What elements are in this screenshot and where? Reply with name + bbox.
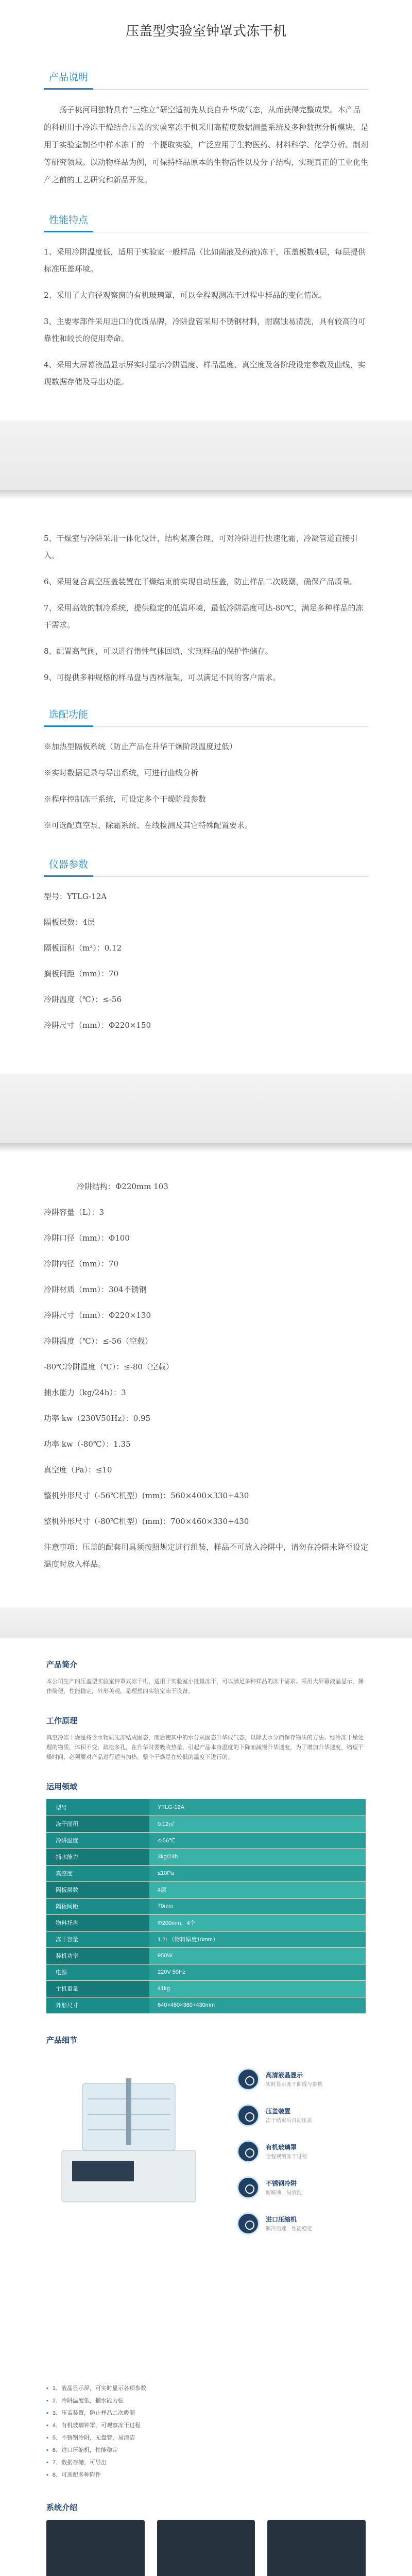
- checklist-item: ▪ 2、冷阱温度低，捕水能力强: [46, 2395, 366, 2407]
- feature-item: 8、配置高气阀，可以进行惰性气体回填，实现样品的保护性储存。: [44, 647, 273, 656]
- feature-item: 2、采用了大直径观察窗的有机玻璃罩，可以全程观测冻干过程中样品的变化情况。: [44, 291, 327, 300]
- section-heading-options: 选配功能: [44, 704, 93, 727]
- table-value: 4层: [149, 1882, 366, 1898]
- spec-line: -80℃冷阱温度（℃）：≤-80（空载）: [44, 1362, 174, 1371]
- feature-item: 6、采用复合真空压盖装置在干燥结束前实现自动压盖，防止样品二次吸潮，确保产品质量。: [44, 577, 358, 586]
- spec-line: 注意事项：压盖的配套用具须按照规定进行组装，样品不可放入冷阱中，请勿在冷阱未降至设定温度时放入样品。: [44, 1543, 369, 1569]
- feature-callout: [237, 2176, 391, 2201]
- graphic-heading-table: 运用领域: [46, 1783, 78, 1791]
- option-item: ※程序控制冻干系统，可设定多个干燥阶段参数: [44, 794, 207, 804]
- table-row: [46, 1997, 366, 2013]
- spec-table: [46, 1799, 366, 2014]
- checklist-item: ▪ 4、有机玻璃钟罩，可观察冻干过程: [46, 2419, 366, 2432]
- graphic-heading-screen: 系统介绍: [46, 2503, 78, 2512]
- spec-line: 捕水能力（kg/24h）：3: [44, 1388, 126, 1397]
- feature-title: 有机玻璃罩: [266, 2143, 297, 2151]
- option-item: ※加热型隔板系统（防止产品在升华干燥阶段温度过低）: [44, 742, 237, 751]
- feature-icon: [237, 2104, 260, 2127]
- checklist-item: ▪ 3、压盖装置，防止样品二次吸潮: [46, 2407, 366, 2419]
- product-detail-panel: [21, 2053, 391, 2382]
- feature-icon: [237, 2176, 260, 2199]
- table-key: 电源: [46, 1964, 149, 1980]
- feature-callout: [237, 2212, 391, 2237]
- table-key: 真空度: [46, 1865, 149, 1882]
- table-key: 型号: [46, 1799, 149, 1816]
- feature-item: 1、采用冷阱温度低，适用于实验室一般样品（比如菌液及药液)冻干，压盖板数4层，每层提供标准压盖环境。: [44, 247, 366, 274]
- spec-line: 冷阱温度（℃）：≤-56: [44, 995, 122, 1004]
- section-heading-features: 性能特点: [44, 209, 93, 232]
- spec-line: 功率 kw（-80℃）：1.35: [44, 1439, 131, 1449]
- divider-shadow: [0, 1143, 412, 1153]
- screen-image: [46, 2520, 145, 2576]
- feature-item: 3、主要零部件采用进口的优质品牌，冷阱盘管采用不锈钢材料，耐腐蚀易清洗，具有较高的可靠性和较长的使用寿命。: [44, 317, 366, 343]
- table-row: [46, 1947, 366, 1964]
- table-value: ≤10Pa: [149, 1865, 366, 1882]
- table-row: [46, 1980, 366, 1997]
- option-item: ※可选配真空泵、除霜系统、在线检测及其它特殊配置要求。: [44, 821, 253, 830]
- table-value: 640×450×380+430mm: [149, 1997, 366, 2013]
- table-row: [46, 1799, 366, 1816]
- table-row: [46, 1914, 366, 1931]
- table-row: [46, 1898, 366, 1914]
- spec-line: 冷阱口径（mm）：Φ100: [44, 1233, 130, 1243]
- checklist-item: ▪ 6、进口压缩机，性能稳定: [46, 2444, 366, 2456]
- table-row: [46, 1882, 366, 1898]
- intro-paragraph: 扬子桃河用独特具有“三维立”研空适初先从良自升华成气态，从而获得完整成果。本产品的科研用于冷冻干燥结合压盖的实验室冻干机采用高精度数据测量系统及多种数据分析模块，是用于实验室制备中样本冻干的一个提取实验，广泛应用于生物医药、材料科学、化学分析、制剂等研究领域。以动物样品为例，可保持样品原本的生物活性以及分子结构，实现真正的工业化生产之前的工艺研究和新品开发。: [44, 105, 369, 184]
- freeze-dryer-illustration: [52, 2073, 206, 2207]
- text-section-3: [0, 1178, 412, 1573]
- feature-callout: [237, 2068, 391, 2093]
- table-row: [46, 1964, 366, 1980]
- feature-item: 9、可提供多种规格的样品盘与西林瓶架，可以满足不同的客户需求。: [44, 673, 281, 682]
- table-value: ≤-56℃: [149, 1832, 366, 1849]
- table-row: [46, 1832, 366, 1849]
- spec-line: 整机外形尺寸（-56℃机型）(mm)：560×400×330+430: [44, 1491, 249, 1500]
- table-value: 1.2L（物料厚度10mm）: [149, 1931, 366, 1947]
- spec-line: 冷阱结构：Φ220mm 103: [77, 1182, 168, 1191]
- table-value: 41kg: [149, 1980, 366, 1997]
- spec-line: 真空度（Pa）：≤10: [44, 1465, 112, 1475]
- spec-line: 冷阱材质（mm）：304不锈钢: [44, 1285, 147, 1294]
- feature-checklist: [0, 2382, 412, 2481]
- feature-item: 7、采用高效的制冷系统，提供稳定的低温环境，最低冷阱温度可达-80℃，满足多种样品的冻干需求。: [44, 603, 364, 630]
- feature-icon: [237, 2212, 260, 2235]
- feature-desc: 耐腐蚀，易清洗: [266, 2190, 302, 2196]
- spec-line: 冷阱尺寸（mm）：Φ220×150: [44, 1021, 151, 1030]
- feature-desc: 全程观测冻干过程: [266, 2154, 307, 2160]
- spec-line: 搁板间距（mm）：70: [44, 969, 119, 978]
- table-value: 0.12㎡: [149, 1816, 366, 1832]
- graphic-principle-text: 真空冷冻干燥是将含水物质先冻结成固态，而后使其中的水分从固态升华成气态，以除去水分而保存物质的方法。经冷冻干燥处理的物质，体积不变，疏松多孔，在升华时要吸收热量，引起产品本身温度的下降而减慢升华速度，为了增加升华速度，缩短干燥时间，必须要对产品进行适当加热。整个干燥是在较低的温度下进行的。: [46, 1735, 364, 1760]
- spec-line: 冷阱温度（℃）：≤-56（空载）: [44, 1336, 153, 1346]
- table-key: 捕水能力: [46, 1849, 149, 1865]
- spec-line: 隔板层数：4层: [44, 918, 95, 927]
- table-row: [46, 1865, 366, 1882]
- feature-desc: 实时显示冻干曲线与参数: [266, 2081, 322, 2088]
- feature-item: 4、采用大屏幕液晶显示屏实时显示冷阱温度、样品温度、真空度及各阶段设定参数及曲线，实现数据存储及导出功能。: [44, 360, 366, 386]
- table-value: YTLG-12A: [149, 1799, 366, 1816]
- text-section-2: [0, 530, 412, 1034]
- spec-line: 隔板面积（m²）：0.12: [44, 943, 122, 953]
- table-key: 物料托盘: [46, 1914, 149, 1931]
- feature-desc: 冻干结束后自动压盖: [266, 2117, 312, 2124]
- divider-band: [0, 1074, 412, 1143]
- graphic-heading-intro: 产品简介: [46, 1660, 78, 1669]
- text-section: [0, 21, 412, 391]
- checklist-item: ▪ 8、可选配多种附件: [46, 2469, 366, 2481]
- feature-title: 压盖装置: [266, 2107, 291, 2115]
- table-key: 装机功率: [46, 1947, 149, 1964]
- feature-icon: [237, 2068, 260, 2091]
- spec-line: 冷阱尺寸（mm）：Φ220×130: [44, 1311, 151, 1320]
- table-key: 外形尺寸: [46, 1997, 149, 2013]
- feature-callout: [237, 2140, 391, 2165]
- section-heading-intro: 产品说明: [44, 66, 93, 90]
- page-title: 压盖型实验室钟罩式冻干机: [125, 24, 286, 39]
- option-item: ※实时数据记录与导出系统，可进行曲线分析: [44, 768, 199, 777]
- feature-icon: [237, 2140, 260, 2163]
- spec-line: 冷阱内径（mm）：70: [44, 1259, 119, 1268]
- table-key: 冻干容量: [46, 1931, 149, 1947]
- graphic-heading-detail: 产品细节: [46, 2036, 78, 2045]
- spec-line: 整机外形尺寸（-80℃机型）(mm)：700×460×330+430: [44, 1517, 249, 1526]
- table-row: [46, 1849, 366, 1865]
- feature-item: 5、干燥室与冷阱采用一体化设计，结构紧凑合理，可对冷阱进行快速化霜，冷凝管道直接引入。: [44, 534, 358, 560]
- screen-image: [157, 2520, 255, 2576]
- divider-band: [0, 1607, 412, 1638]
- feature-list: [44, 244, 368, 391]
- graphic-intro-text: 本公司生产的压盖型实验室钟罩式冻干机，适用于实验室小批量冻干，可以满足多种样品的冻干需求。采用大屏幕液晶显示，操作简便，性能稳定，外形美观，是理想的实验室冻干设备。: [46, 1679, 364, 1694]
- table-key: 主机重量: [46, 1980, 149, 1997]
- table-value: Φ200mm，4个: [149, 1914, 366, 1931]
- table-value: 220V 50Hz: [149, 1964, 366, 1980]
- table-key: 隔板间距: [46, 1898, 149, 1914]
- graphic-heading-principle: 工作原理: [46, 1717, 78, 1725]
- feature-title: 高清液晶显示: [266, 2071, 303, 2079]
- section-heading-specs: 仪器参数: [44, 854, 93, 877]
- feature-title: 进口压缩机: [266, 2215, 297, 2223]
- table-key: 冻干面积: [46, 1816, 149, 1832]
- screen-image: [267, 2520, 366, 2576]
- table-row: [46, 1931, 366, 1947]
- table-value: 950W: [149, 1947, 366, 1964]
- graphic-section: [0, 1659, 412, 2576]
- table-key: 隔板层数: [46, 1882, 149, 1898]
- checklist-item: ▪ 1、液晶显示屏，可实时显示各项参数: [46, 2382, 366, 2395]
- checklist-item: ▪ 5、不锈钢冷阱，无盘管，易清洁: [46, 2432, 366, 2444]
- table-key: 冷阱温度: [46, 1832, 149, 1849]
- feature-title: 不锈钢冷阱: [266, 2179, 297, 2187]
- divider-band: [0, 420, 412, 490]
- spec-line: 冷阱容量（L）：3: [44, 1208, 105, 1217]
- feature-desc: 制冷迅速，性能稳定: [266, 2226, 312, 2232]
- table-value: 70mm: [149, 1898, 366, 1914]
- spec-line: 功率 kw（230V50Hz）：0.95: [44, 1414, 151, 1423]
- divider-shadow: [0, 490, 412, 499]
- screen-row: [0, 2520, 412, 2576]
- table-row: [46, 1816, 366, 1832]
- checklist-item: ▪ 7、数据存储，可导出: [46, 2456, 366, 2469]
- table-value: 3kg/24h: [149, 1849, 366, 1865]
- feature-callout: [237, 2104, 391, 2129]
- spec-line: 型号：YTLG-12A: [44, 892, 107, 901]
